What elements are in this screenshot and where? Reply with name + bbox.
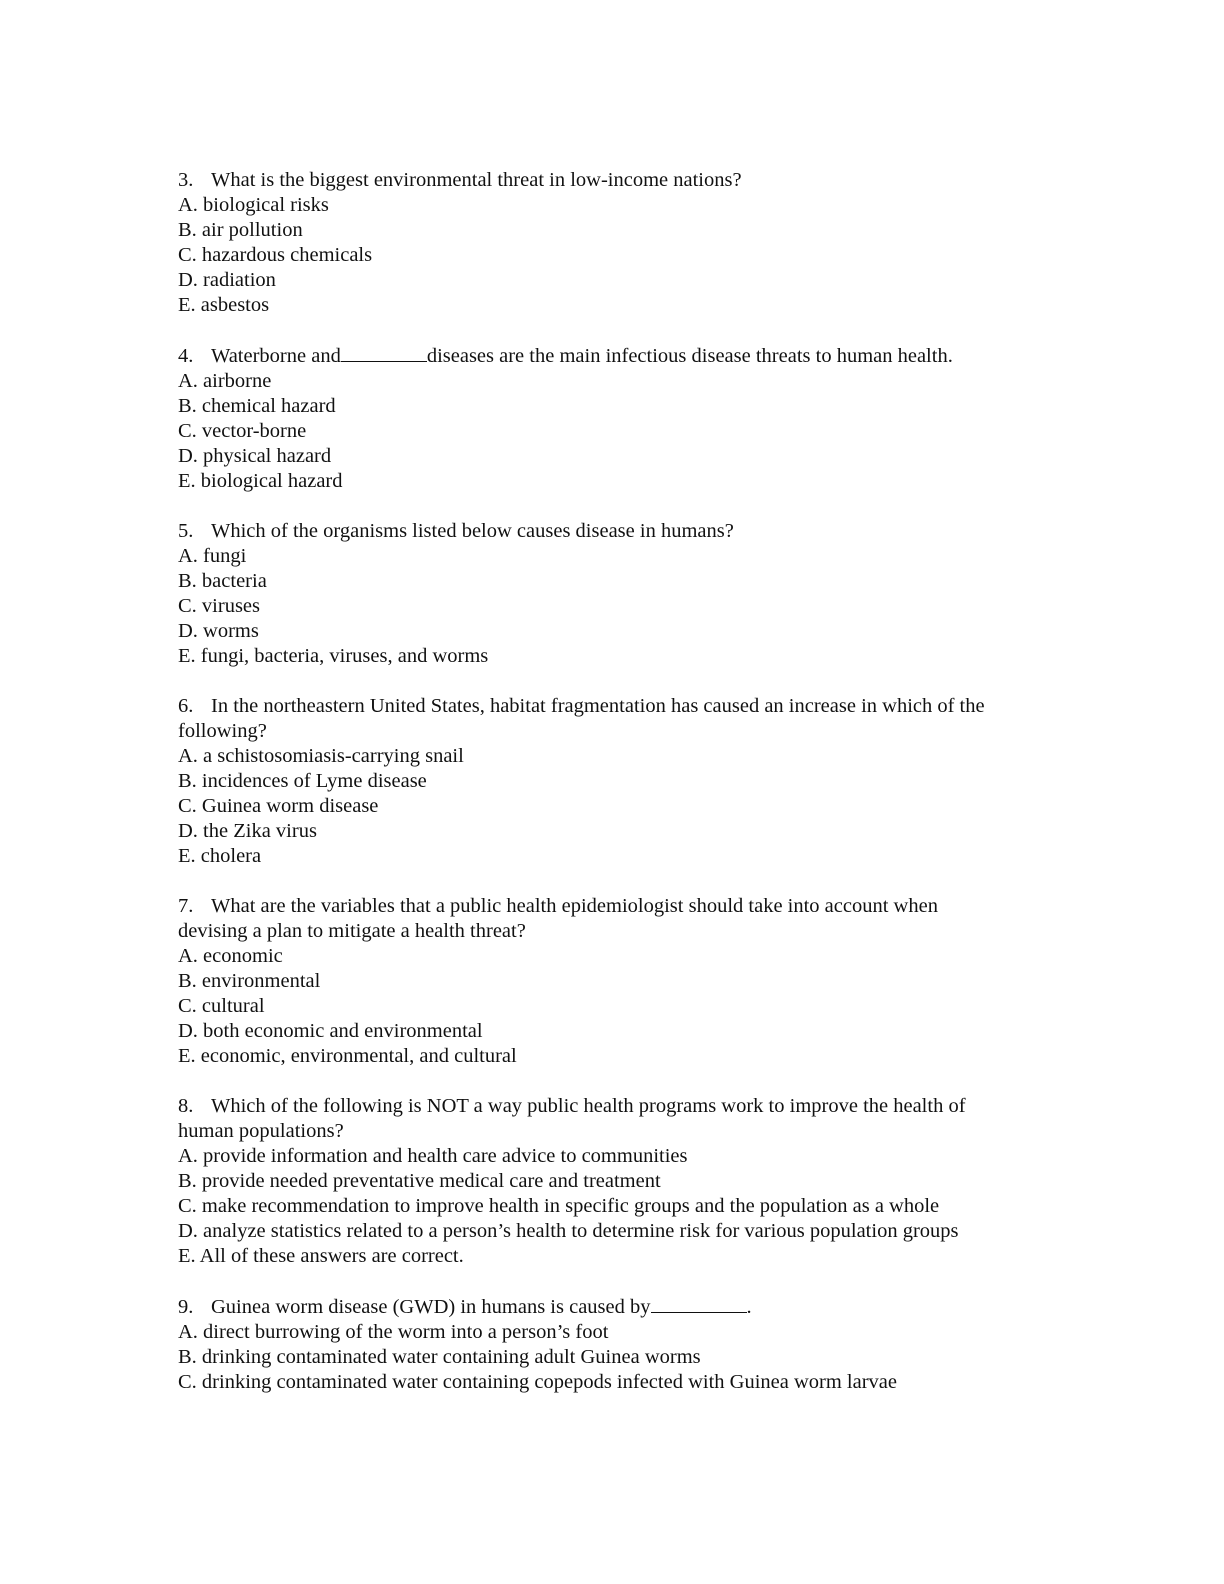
option-c: C. cultural (178, 995, 265, 1017)
question-number: 8. (178, 1095, 194, 1117)
question-3 (178, 168, 1048, 318)
option-b: B. provide needed preventative medical care and treatment (178, 1170, 661, 1192)
question-number: 5. (178, 520, 194, 542)
question-4 (178, 343, 1048, 494)
option-d: D. radiation (178, 269, 276, 291)
option-a: A. fungi (178, 545, 247, 567)
question-7 (178, 894, 1048, 1069)
question-stem: 6. In the northeastern United States, habitat fragmentation has caused an increase in which of the (178, 695, 985, 717)
question-stem-continued: human populations? (178, 1120, 344, 1142)
question-5 (178, 519, 1048, 669)
question-number: 4. (178, 345, 194, 367)
option-e: E. All of these answers are correct. (178, 1245, 464, 1267)
option-e: E. fungi, bacteria, viruses, and worms (178, 645, 489, 667)
option-a: A. airborne (178, 370, 272, 392)
option-d: D. the Zika virus (178, 820, 317, 842)
question-8 (178, 1094, 1048, 1269)
question-number: 3. (178, 169, 194, 191)
question-number: 9. (178, 1296, 194, 1318)
quiz-page (178, 168, 1048, 1420)
question-stem-continued: following? (178, 720, 267, 742)
option-d: D. analyze statistics related to a person’s health to determine risk for various population groups (178, 1220, 959, 1242)
question-stem: 8. Which of the following is NOT a way public health programs work to improve the health of (178, 1095, 966, 1117)
question-stem: 9. Guinea worm disease (GWD) in humans is caused by . (178, 1296, 752, 1318)
option-d: D. worms (178, 620, 259, 642)
option-a: A. a schistosomiasis-carrying snail (178, 745, 464, 767)
option-b: B. air pollution (178, 219, 303, 241)
option-e: E. biological hazard (178, 470, 343, 492)
question-stem-continued: devising a plan to mitigate a health threat? (178, 920, 526, 942)
option-b: B. chemical hazard (178, 395, 336, 417)
option-e: E. economic, environmental, and cultural (178, 1045, 517, 1067)
option-b: B. bacteria (178, 570, 267, 592)
question-6 (178, 694, 1048, 869)
question-number: 6. (178, 695, 194, 717)
option-e: E. cholera (178, 845, 262, 867)
option-c: C. viruses (178, 595, 260, 617)
option-c: C. Guinea worm disease (178, 795, 379, 817)
option-c: C. make recommendation to improve health in specific groups and the population as a whole (178, 1195, 940, 1217)
option-b: B. drinking contaminated water containing adult Guinea worms (178, 1346, 701, 1368)
option-b: B. environmental (178, 970, 321, 992)
option-c: C. vector-borne (178, 420, 307, 442)
question-stem: 5. Which of the organisms listed below causes disease in humans? (178, 520, 734, 542)
question-stem: 7. What are the variables that a public health epidemiologist should take into account when (178, 895, 938, 917)
question-stem: 3. What is the biggest environmental threat in low-income nations? (178, 169, 742, 191)
question-9 (178, 1294, 1048, 1395)
answer-blank (341, 343, 427, 362)
option-c: C. drinking contaminated water containing copepods infected with Guinea worm larvae (178, 1371, 897, 1393)
option-e: E. asbestos (178, 294, 270, 316)
option-a: A. provide information and health care advice to communities (178, 1145, 688, 1167)
option-a: A. economic (178, 945, 283, 967)
question-number: 7. (178, 895, 194, 917)
option-c: C. hazardous chemicals (178, 244, 373, 266)
option-d: D. physical hazard (178, 445, 332, 467)
answer-blank (651, 1294, 747, 1313)
option-b: B. incidences of Lyme disease (178, 770, 427, 792)
option-a: A. biological risks (178, 194, 329, 216)
option-d: D. both economic and environmental (178, 1020, 483, 1042)
option-a: A. direct burrowing of the worm into a person’s foot (178, 1321, 609, 1343)
question-stem: 4. Waterborne and diseases are the main infectious disease threats to human health. (178, 345, 953, 367)
